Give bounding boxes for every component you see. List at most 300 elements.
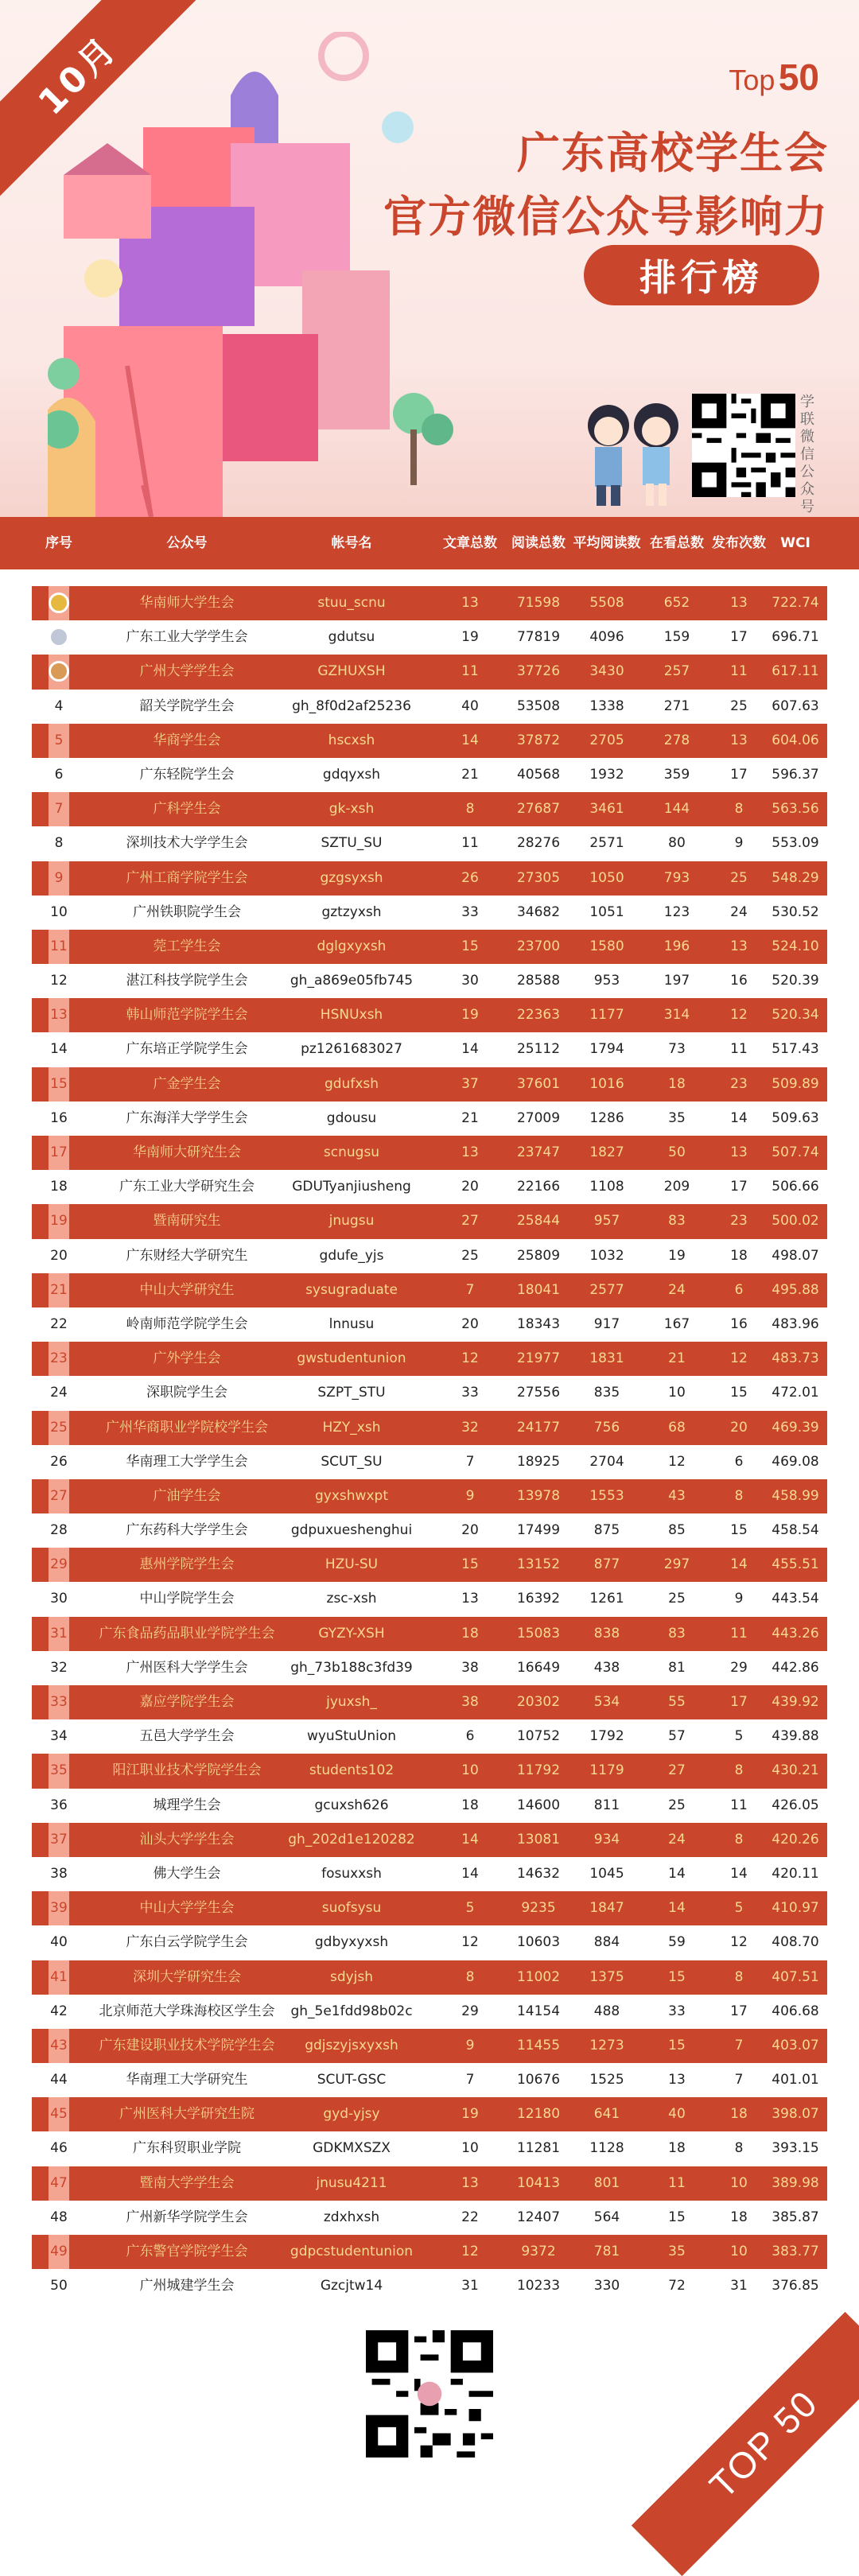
- cell-avg-read: 330: [593, 2278, 620, 2294]
- cell-like-count: 81: [668, 1659, 686, 1676]
- cell-account-name: 广油学生会: [153, 1487, 221, 1504]
- cell-post-count: 23: [730, 1075, 748, 1092]
- cell-article-count: 33: [461, 1385, 479, 1401]
- cell-read-count: 24177: [516, 1419, 561, 1436]
- cell-wci-score: 439.92: [772, 1694, 819, 1710]
- table-row: [32, 1204, 827, 1238]
- cell-article-count: 19: [461, 629, 479, 646]
- cell-wci-score: 398.07: [772, 2106, 819, 2123]
- cell-wci-score: 509.89: [772, 1075, 819, 1092]
- cell-account-id: suofsysu: [321, 1900, 382, 1917]
- title-pill: 排行榜: [584, 245, 819, 305]
- cell-article-count: 7: [465, 1281, 475, 1298]
- cell-account-name: 广州工商学院学生会: [126, 869, 248, 886]
- cell-read-count: 18925: [516, 1453, 561, 1470]
- cell-wci-score: 442.86: [772, 1659, 819, 1676]
- cell-post-count: 14: [730, 1109, 748, 1126]
- cell-like-count: 278: [663, 732, 690, 748]
- cell-like-count: 25: [668, 1591, 686, 1607]
- cell-account-name: 广东工业大学研究生会: [119, 1179, 255, 1195]
- cell-wci-score: 420.11: [772, 1865, 819, 1882]
- table-row: [32, 1307, 827, 1342]
- medal-icon: [49, 593, 69, 613]
- top-label: Top: [729, 64, 775, 96]
- cell-account-id: fosuxxsh: [321, 1865, 382, 1882]
- cell-rank: 12: [50, 973, 68, 989]
- cell-article-count: 7: [465, 1453, 475, 1470]
- cell-like-count: 18: [668, 2140, 686, 2157]
- cell-read-count: 27556: [516, 1385, 561, 1401]
- cell-avg-read: 3430: [589, 663, 624, 680]
- cell-like-count: 72: [668, 2278, 686, 2294]
- header-posts: 发布次数: [712, 535, 766, 551]
- cell-account-id: HSNUxsh: [320, 1007, 383, 1024]
- cell-account-id: gyxshwxpt: [315, 1487, 388, 1504]
- cell-read-count: 12407: [516, 2209, 561, 2225]
- cell-wci-score: 548.29: [772, 869, 819, 886]
- cell-account-id: jyuxsh_: [326, 1694, 377, 1710]
- table-row: [32, 1685, 827, 1719]
- cell-account-name: 广东食品药品职业学院学生会: [99, 1625, 275, 1642]
- cell-account-name: 广外学生会: [153, 1350, 221, 1367]
- cell-account-id: gk-xsh: [328, 801, 375, 818]
- cell-account-id: GZHUXSH: [317, 663, 386, 680]
- cell-wci-score: 401.01: [772, 2072, 819, 2088]
- cell-account-name: 北京师范大学珠海校区学生会: [99, 2003, 275, 2019]
- cell-avg-read: 838: [593, 1625, 620, 1642]
- cell-article-count: 27: [461, 1213, 479, 1230]
- cell-account-id: pz1261683027: [301, 1041, 402, 1058]
- cell-rank: 21: [49, 1273, 69, 1307]
- cell-rank: [49, 620, 69, 655]
- cell-avg-read: 1051: [589, 903, 624, 920]
- cell-post-count: 7: [734, 2037, 744, 2053]
- cell-account-name: 深职院学生会: [146, 1385, 227, 1401]
- cell-account-id: Gzcjtw14: [320, 2278, 383, 2294]
- cell-like-count: 25: [668, 1797, 686, 1813]
- table-row: [32, 2131, 827, 2166]
- cell-account-id: gcuxsh626: [314, 1797, 389, 1813]
- cell-rank: 13: [49, 998, 69, 1032]
- cell-post-count: 14: [730, 1865, 748, 1882]
- cell-post-count: 8: [734, 1968, 744, 1985]
- table-row: [32, 1960, 827, 1995]
- cell-like-count: 43: [668, 1487, 686, 1504]
- cell-article-count: 40: [461, 697, 479, 714]
- cell-account-id: gh_8f0d2af25236: [292, 697, 411, 714]
- cell-avg-read: 2705: [589, 732, 624, 748]
- cell-wci-score: 507.74: [772, 1144, 819, 1160]
- cell-wci-score: 483.73: [772, 1350, 819, 1367]
- cell-article-count: 7: [465, 2072, 475, 2088]
- cell-wci-score: 455.51: [772, 1556, 819, 1573]
- cell-like-count: 123: [663, 903, 690, 920]
- table-row: [32, 1857, 827, 1891]
- top50-label: [729, 56, 819, 99]
- cell-article-count: 8: [465, 801, 475, 818]
- cell-rank: 10: [50, 903, 68, 920]
- cell-avg-read: 835: [593, 1385, 620, 1401]
- header-wci: WCI: [780, 535, 810, 551]
- table-row: [32, 758, 827, 792]
- cell-post-count: 8: [734, 1762, 744, 1779]
- cell-read-count: 25112: [516, 1041, 561, 1058]
- cell-account-name: 广东财经大学研究生: [126, 1247, 248, 1264]
- cell-avg-read: 884: [593, 1934, 620, 1951]
- cell-like-count: 13: [668, 2072, 686, 2088]
- cell-article-count: 38: [461, 1659, 479, 1676]
- header-id: 帐号名: [331, 535, 372, 551]
- cell-account-id: stuu_scnu: [317, 595, 386, 611]
- cell-like-count: 83: [668, 1213, 686, 1230]
- cell-rank: 4: [54, 697, 64, 714]
- cell-like-count: 11: [668, 2174, 686, 2191]
- cell-account-name: 广东警官学院学生会: [126, 2244, 248, 2259]
- cell-account-name: 城理学生会: [153, 1797, 221, 1813]
- table-row: [32, 2029, 827, 2063]
- cell-wci-score: 393.15: [772, 2140, 819, 2157]
- cell-rank: 23: [49, 1342, 69, 1376]
- cell-like-count: 68: [668, 1419, 686, 1436]
- cell-wci-score: 607.63: [772, 697, 819, 714]
- cell-post-count: 17: [730, 2003, 748, 2019]
- cell-account-name: 广州华商职业学院校学生会: [106, 1419, 268, 1436]
- cell-read-count: 15083: [516, 1625, 561, 1642]
- cell-like-count: 80: [668, 835, 686, 852]
- cell-read-count: 10603: [516, 1934, 561, 1951]
- cell-like-count: 83: [668, 1625, 686, 1642]
- cell-like-count: 33: [668, 2003, 686, 2019]
- table-row: [32, 1513, 827, 1548]
- cell-rank: 20: [50, 1247, 68, 1264]
- cell-like-count: 359: [663, 766, 690, 783]
- cell-post-count: 10: [730, 2244, 748, 2259]
- cell-avg-read: 756: [593, 1419, 620, 1436]
- cell-avg-read: 877: [593, 1556, 620, 1573]
- cell-post-count: 31: [730, 2278, 748, 2294]
- cell-read-count: 17499: [516, 1522, 561, 1539]
- cell-account-name: 广州城建学生会: [139, 2278, 235, 2294]
- cell-account-id: gdpuxueshenghui: [290, 1522, 413, 1539]
- month-ribbon: 10月: [0, 0, 206, 204]
- cell-rank: 36: [50, 1797, 68, 1813]
- cell-account-id: SCUT_SU: [321, 1453, 383, 1470]
- table-row: [32, 586, 827, 620]
- cell-account-name: 广金学生会: [153, 1075, 221, 1092]
- cell-article-count: 21: [461, 1109, 479, 1126]
- table-row: [32, 792, 827, 826]
- cell-read-count: 14154: [516, 2003, 561, 2019]
- cell-wci-score: 410.97: [772, 1900, 819, 1917]
- cell-account-name: 华商学生会: [153, 732, 221, 748]
- cell-wci-score: 426.05: [772, 1797, 819, 1813]
- table-row: [32, 1032, 827, 1067]
- table-row: [32, 1548, 827, 1582]
- cell-wci-score: 443.54: [772, 1591, 819, 1607]
- cell-like-count: 24: [668, 1281, 686, 1298]
- cell-like-count: 18: [668, 1075, 686, 1092]
- cell-article-count: 12: [461, 2244, 479, 2259]
- cell-rank: 43: [49, 2029, 69, 2063]
- cell-rank: [49, 655, 69, 689]
- cell-rank: 27: [49, 1479, 69, 1513]
- cell-avg-read: 934: [593, 1831, 620, 1847]
- cell-account-name: 韩山师范学院学生会: [126, 1007, 248, 1024]
- cell-account-name: 广州铁职院学生会: [133, 903, 241, 920]
- cell-wci-score: 617.11: [772, 663, 819, 680]
- cell-article-count: 25: [461, 1247, 479, 1264]
- cell-like-count: 12: [668, 1453, 686, 1470]
- cell-like-count: 144: [663, 801, 690, 818]
- cell-account-name: 暨南大学学生会: [139, 2174, 235, 2191]
- cell-post-count: 23: [730, 1213, 748, 1230]
- header-avg: 平均阅读数: [573, 535, 641, 551]
- cell-article-count: 11: [461, 835, 479, 852]
- cell-avg-read: 1847: [589, 1900, 624, 1917]
- cell-avg-read: 1128: [589, 2140, 624, 2157]
- cell-article-count: 19: [461, 1007, 479, 1024]
- cell-post-count: 8: [734, 1831, 744, 1847]
- cell-rank: [49, 586, 69, 620]
- cell-read-count: 16649: [516, 1659, 561, 1676]
- cell-like-count: 196: [663, 938, 690, 954]
- cell-like-count: 15: [668, 1968, 686, 1985]
- hero-banner: [0, 0, 859, 517]
- cell-account-name: 中山学院学生会: [139, 1591, 235, 1607]
- cell-account-name: 广东建设职业技术学院学生会: [99, 2037, 275, 2053]
- cell-account-name: 中山大学学生会: [139, 1900, 235, 1917]
- cell-rank: 29: [49, 1548, 69, 1582]
- cell-read-count: 10233: [516, 2278, 561, 2294]
- cell-avg-read: 1553: [589, 1487, 624, 1504]
- table-row: [32, 1170, 827, 1204]
- cell-like-count: 21: [668, 1350, 686, 1367]
- cell-post-count: 15: [730, 1522, 748, 1539]
- cell-wci-score: 385.87: [772, 2209, 819, 2225]
- cell-account-id: gyd-yjsy: [323, 2106, 380, 2123]
- cell-article-count: 19: [461, 2106, 479, 2123]
- cell-article-count: 11: [461, 663, 479, 680]
- table-row: [32, 1136, 827, 1170]
- table-row: [32, 620, 827, 655]
- cell-wci-score: 376.85: [772, 2278, 819, 2294]
- header-account: 公众号: [166, 535, 208, 551]
- cell-post-count: 17: [730, 629, 748, 646]
- cell-article-count: 33: [461, 903, 479, 920]
- cell-read-count: 28588: [516, 973, 561, 989]
- cell-rank: 41: [49, 1960, 69, 1995]
- cell-rank: 7: [49, 792, 69, 826]
- cell-post-count: 12: [730, 1007, 748, 1024]
- cell-rank: 16: [50, 1109, 68, 1126]
- cell-read-count: 10413: [516, 2174, 561, 2191]
- cell-avg-read: 1050: [589, 869, 624, 886]
- cell-account-name: 暨南研究生: [153, 1213, 221, 1230]
- cell-account-name: 岭南师范学院学生会: [126, 1315, 248, 1332]
- table-row: [32, 964, 827, 998]
- cell-account-name: 广科学生会: [153, 801, 221, 818]
- cell-read-count: 10752: [516, 1728, 561, 1745]
- cell-account-name: 汕头大学学生会: [139, 1831, 235, 1847]
- cell-article-count: 13: [461, 1144, 479, 1160]
- cell-article-count: 31: [461, 2278, 479, 2294]
- cell-post-count: 13: [730, 1144, 748, 1160]
- cell-read-count: 25844: [516, 1213, 561, 1230]
- cell-article-count: 12: [461, 1934, 479, 1951]
- cell-read-count: 77819: [516, 629, 561, 646]
- cell-post-count: 11: [730, 1625, 748, 1642]
- cell-wci-score: 509.63: [772, 1109, 819, 1126]
- bottom-qr-code: [366, 2330, 493, 2457]
- cell-article-count: 22: [461, 2209, 479, 2225]
- cell-post-count: 16: [730, 1315, 748, 1332]
- cell-account-id: gh_5e1fdd98b02c: [290, 2003, 413, 2019]
- cell-wci-score: 403.07: [772, 2037, 819, 2053]
- cell-post-count: 9: [734, 835, 744, 852]
- cell-like-count: 10: [668, 1385, 686, 1401]
- table-row: [32, 861, 827, 896]
- cell-rank: 11: [49, 930, 69, 964]
- cell-rank: 42: [50, 2003, 68, 2019]
- cell-wci-score: 524.10: [772, 938, 819, 954]
- cell-rank: 25: [49, 1411, 69, 1445]
- cell-rank: 17: [49, 1136, 69, 1170]
- cell-account-name: 莞工学生会: [153, 938, 221, 954]
- cell-read-count: 21977: [516, 1350, 561, 1367]
- cell-like-count: 35: [668, 1109, 686, 1126]
- cell-avg-read: 1831: [589, 1350, 624, 1367]
- table-row: [32, 1067, 827, 1102]
- cell-article-count: 6: [465, 1728, 475, 1745]
- cell-article-count: 14: [461, 1865, 479, 1882]
- cell-read-count: 23700: [516, 938, 561, 954]
- cell-post-count: 5: [734, 1728, 744, 1745]
- cell-avg-read: 1338: [589, 697, 624, 714]
- cell-read-count: 20302: [516, 1694, 561, 1710]
- table-row: [32, 655, 827, 689]
- cell-post-count: 17: [730, 1694, 748, 1710]
- table-row: [32, 1925, 827, 1960]
- cell-avg-read: 1932: [589, 766, 624, 783]
- cell-avg-read: 488: [593, 2003, 620, 2019]
- cell-avg-read: 2571: [589, 835, 624, 852]
- cell-post-count: 13: [730, 595, 748, 611]
- table-row: [32, 1445, 827, 1479]
- cell-rank: 39: [49, 1891, 69, 1925]
- cell-like-count: 50: [668, 1144, 686, 1160]
- cell-article-count: 13: [461, 2174, 479, 2191]
- cell-account-id: gh_202d1e120282: [288, 1831, 415, 1847]
- cell-read-count: 13978: [516, 1487, 561, 1504]
- cell-wci-score: 406.68: [772, 2003, 819, 2019]
- cell-wci-score: 407.51: [772, 1968, 819, 1985]
- cell-like-count: 35: [668, 2244, 686, 2259]
- cell-article-count: 18: [461, 1625, 479, 1642]
- cell-account-name: 华南师大研究生会: [133, 1144, 241, 1160]
- cell-like-count: 19: [668, 1247, 686, 1264]
- cell-rank: 44: [50, 2072, 68, 2088]
- cell-account-name: 广州医科大学学生会: [126, 1659, 248, 1676]
- cell-article-count: 15: [461, 938, 479, 954]
- cell-article-count: 21: [461, 766, 479, 783]
- cell-avg-read: 1177: [589, 1007, 624, 1024]
- cell-avg-read: 1261: [589, 1591, 624, 1607]
- cell-wci-score: 483.96: [772, 1315, 819, 1332]
- table-row: [32, 1823, 827, 1857]
- cell-rank: 35: [49, 1754, 69, 1788]
- cell-account-id: GDUTyanjiusheng: [292, 1179, 411, 1195]
- cell-post-count: 18: [730, 2209, 748, 2225]
- medal-icon: [49, 627, 69, 647]
- cell-post-count: 29: [730, 1659, 748, 1676]
- cell-article-count: 12: [461, 1350, 479, 1367]
- cell-read-count: 25809: [516, 1247, 561, 1264]
- cell-avg-read: 1045: [589, 1865, 624, 1882]
- fifty-label: 50: [778, 56, 819, 98]
- cell-rank: 48: [50, 2209, 68, 2225]
- cell-read-count: 22363: [516, 1007, 561, 1024]
- cell-wci-score: 420.26: [772, 1831, 819, 1847]
- cell-avg-read: 953: [593, 973, 620, 989]
- cell-post-count: 11: [730, 1797, 748, 1813]
- cell-like-count: 14: [668, 1900, 686, 1917]
- cell-post-count: 12: [730, 1934, 748, 1951]
- cell-post-count: 15: [730, 1385, 748, 1401]
- cell-wci-score: 563.56: [772, 801, 819, 818]
- cell-account-id: gdufe_yjs: [319, 1247, 384, 1264]
- cell-avg-read: 781: [593, 2244, 620, 2259]
- cell-wci-score: 495.88: [772, 1281, 819, 1298]
- cell-rank: 6: [54, 766, 64, 783]
- cell-like-count: 793: [663, 869, 690, 886]
- cell-like-count: 257: [663, 663, 690, 680]
- cell-wci-score: 530.52: [772, 903, 819, 920]
- cell-article-count: 32: [461, 1419, 479, 1436]
- cell-read-count: 53508: [516, 697, 561, 714]
- cell-account-id: gdousu: [326, 1109, 377, 1126]
- cell-article-count: 20: [461, 1315, 479, 1332]
- cell-rank: 34: [50, 1728, 68, 1745]
- cell-account-name: 中山大学研究生: [139, 1281, 235, 1298]
- cell-post-count: 9: [734, 1591, 744, 1607]
- cell-like-count: 15: [668, 2209, 686, 2225]
- cell-article-count: 14: [461, 732, 479, 748]
- cell-post-count: 25: [730, 869, 748, 886]
- cell-post-count: 7: [734, 2072, 744, 2088]
- cell-avg-read: 1794: [589, 1041, 624, 1058]
- cell-account-id: gztzyxsh: [321, 903, 382, 920]
- cell-like-count: 14: [668, 1865, 686, 1882]
- header-likes: 在看总数: [650, 535, 704, 551]
- cell-account-name: 深圳大学研究生会: [133, 1968, 241, 1985]
- cell-read-count: 14600: [516, 1797, 561, 1813]
- cell-account-name: 广东工业大学学生会: [126, 629, 248, 646]
- cell-account-id: gdbyxyxsh: [314, 1934, 389, 1951]
- cell-post-count: 18: [730, 2106, 748, 2123]
- cell-account-id: sdyjsh: [329, 1968, 374, 1985]
- cell-like-count: 297: [663, 1556, 690, 1573]
- cell-avg-read: 564: [593, 2209, 620, 2225]
- cell-wci-score: 517.43: [772, 1041, 819, 1058]
- cell-post-count: 13: [730, 938, 748, 954]
- table-row: [32, 1754, 827, 1788]
- table-row: [32, 724, 827, 758]
- cell-article-count: 20: [461, 1522, 479, 1539]
- table-row: [32, 1789, 827, 1823]
- cell-wci-score: 506.66: [772, 1179, 819, 1195]
- table-row: [32, 2097, 827, 2131]
- title-line1: 广东高校学生会: [517, 128, 829, 178]
